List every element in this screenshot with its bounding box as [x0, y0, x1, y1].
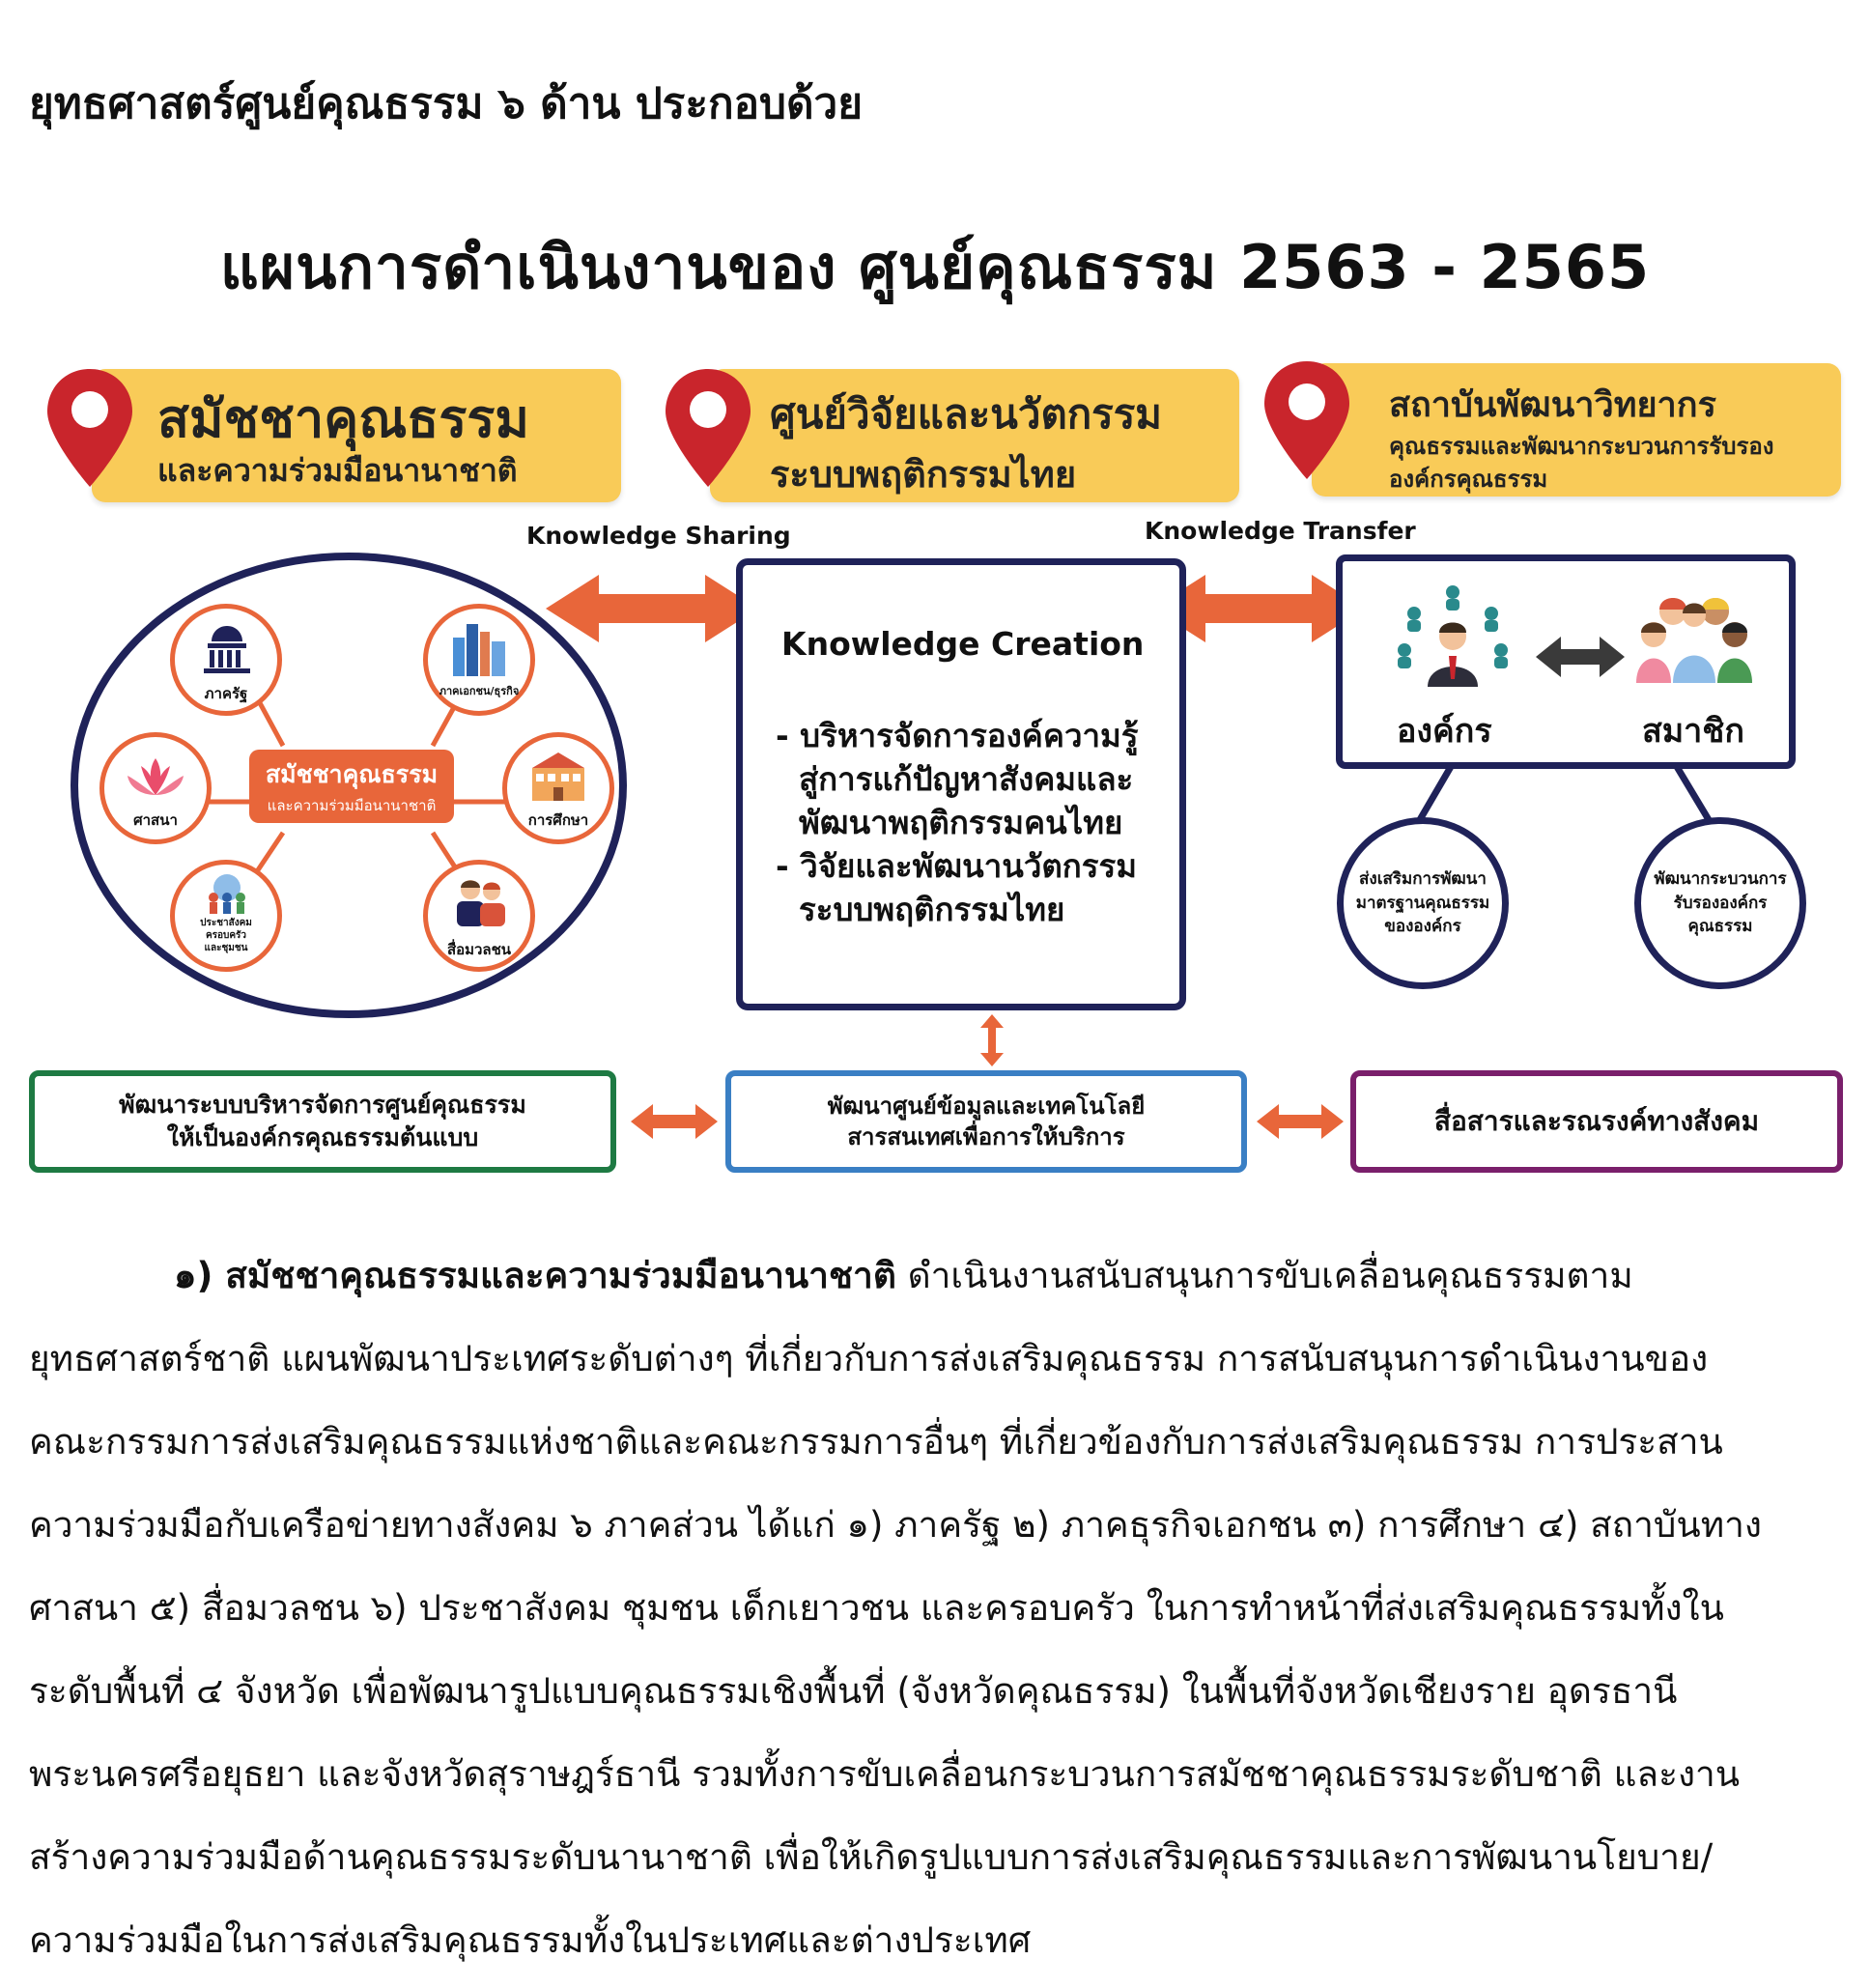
card-institute-subtitle: คุณธรรมและพัฒนากระบวนการรับรอง — [1389, 433, 1774, 460]
assembly-center-title: สมัชชาคุณธรรม — [265, 760, 439, 788]
community-icon — [200, 872, 254, 915]
card-assembly-title: สมัชชาคุณธรรม — [157, 388, 529, 449]
node-civil-society — [170, 860, 282, 972]
knowledge-creation-title: Knowledge Creation — [781, 625, 1145, 663]
organization-network-icon — [1395, 582, 1511, 689]
vertical-double-arrow-icon — [978, 1012, 1006, 1068]
double-arrow-icon — [1532, 633, 1629, 681]
section-heading: ยุทธศาสตร์ศูนย์คุณธรรม ๖ ด้าน ประกอบด้วย — [29, 79, 864, 128]
reporters-icon — [449, 876, 511, 928]
infographic-title: แผนการดำเนินงานของ ศูนย์คุณธรรม 2563 - 2565 — [219, 232, 1651, 302]
government-building-icon — [200, 624, 254, 674]
body-paragraph — [29, 1235, 1845, 1969]
node-media-label: สื่อมวลชน — [446, 941, 512, 958]
circle-certification-text: พัฒนากระบวนการ รับรององค์กร คุณธรรม — [1654, 869, 1787, 937]
school-icon — [524, 751, 592, 803]
knowledge-transfer-label: Knowledge Transfer — [1145, 517, 1416, 545]
circle-org-standard — [1337, 817, 1509, 989]
paragraph-first-line: ดำเนินงานสนับสนุนการขับเคลื่อนคุณธรรมตาม — [895, 1255, 1633, 1296]
knowledge-creation-line: พัฒนาพฤติกรรมคนไทย — [799, 804, 1123, 841]
paragraph-line: สร้างความร่วมมือด้านคุณธรรมระดับนานาชาติ เพื่อให้เกิดรูปแบบการส่งเสริมคุณธรรมและการพัฒนานโยบาย/ — [29, 1836, 1714, 1878]
knowledge-sharing-label: Knowledge Sharing — [526, 522, 791, 550]
card-assembly-subtitle: และความร่วมมือนานาชาติ — [157, 452, 518, 489]
card-institute-subtitle-2: องค์กรคุณธรรม — [1389, 466, 1548, 493]
paragraph-line-1 — [174, 1235, 1633, 1318]
circle-org-standard-text: ส่งเสริมการพัฒนา มาตรฐานคุณธรรม ขององค์กร — [1355, 869, 1490, 937]
card-research — [710, 369, 1239, 502]
double-arrow-icon — [1254, 1099, 1346, 1144]
card-assembly — [92, 369, 621, 502]
node-religion — [99, 732, 212, 844]
double-arrow-icon — [628, 1099, 721, 1144]
card-research-subtitle: ระบบพฤติกรรมไทย — [770, 453, 1077, 496]
box-it-center — [725, 1070, 1247, 1173]
knowledge-creation-line: - วิจัยและพัฒนานวัตกรรม — [776, 847, 1137, 885]
circle-certification — [1634, 817, 1806, 989]
node-business — [423, 604, 535, 716]
card-institute — [1312, 363, 1841, 497]
node-government — [170, 604, 282, 716]
organization-label: องค์กร — [1397, 712, 1492, 751]
node-education-label: การศึกษา — [527, 811, 589, 829]
assembly-center-subtitle: และความร่วมมือนานาชาติ — [267, 797, 437, 814]
paragraph-line: ความร่วมมือในการส่งเสริมคุณธรรมทั้งในประเทศและต่างประเทศ — [29, 1919, 1032, 1961]
paragraph-line: ยุทธศาสตร์ชาติ แผนพัฒนาประเทศระดับต่างๆ ที่เกี่ยวกับการส่งเสริมคุณธรรม การสนับสนุนการดำเนินงานของ — [29, 1338, 1709, 1379]
map-pin-icon — [1261, 359, 1353, 481]
map-pin-icon — [662, 367, 754, 489]
lotus-icon — [122, 754, 189, 801]
paragraph-line: คณะกรรมการส่งเสริมคุณธรรมแห่งชาติและคณะกรรมการอื่นๆ ที่เกี่ยวข้องกับการส่งเสริมคุณธรรม การประสาน — [29, 1421, 1723, 1463]
paragraph-line: ความร่วมมือกับเครือข่ายทางสังคม ๖ ภาคส่วน ได้แก่ ๑) ภาครัฐ ๒) ภาคธุรกิจเอกชน ๓) การศึกษา ๔) สถาบันทาง — [29, 1504, 1762, 1546]
card-institute-title: สถาบันพัฒนาวิทยากร — [1389, 385, 1716, 425]
box-management-text: พัฒนาระบบบริหารจัดการศูนย์คุณธรรม ให้เป็นองค์กรคุณธรรมต้นแบบ — [119, 1091, 526, 1151]
node-media — [423, 860, 535, 972]
node-business-label: ภาคเอกชน/ธุรกิจ — [439, 685, 520, 697]
knowledge-creation-box — [736, 558, 1186, 1010]
city-buildings-icon — [449, 618, 511, 678]
box-management — [29, 1070, 616, 1173]
members-group-icon — [1634, 590, 1754, 683]
knowledge-creation-line: - บริหารจัดการองค์ความรู้ — [776, 717, 1139, 754]
knowledge-creation-line: ระบบพฤติกรรมไทย — [799, 891, 1065, 928]
member-label: สมาชิก — [1642, 712, 1744, 751]
assembly-center-pill — [249, 750, 454, 823]
map-pin-icon — [43, 367, 136, 489]
paragraph-line: พระนครศรีอยุธยา และจังหวัดสุราษฎร์ธานี รวมทั้งการขับเคลื่อนกระบวนการสมัชชาคุณธรรมระดับชาติ และงาน — [29, 1753, 1741, 1795]
box-communication-text: สื่อสารและรณรงค์ทางสังคม — [1433, 1105, 1760, 1138]
paragraph-line: ศาสนา ๕) สื่อมวลชน ๖) ประชาสังคม ชุมชน เด็กเยาวชน และครอบครัว ในการทำหน้าที่ส่งเสริมคุณธรรมทั้งใน — [29, 1587, 1724, 1629]
node-civil-society-label: ประชาสังคม ครอบครัว และชุมชน — [200, 918, 252, 953]
card-research-title: ศูนย์วิจัยและนวัตกรรม — [770, 390, 1162, 438]
paragraph-line: ระดับพื้นที่ ๔ จังหวัด เพื่อพัฒนารูปแบบคุณธรรมเชิงพื้นที่ (จังหวัดคุณธรรม) ในพื้นที่จังหวัดเชียงราย อุดรธานี — [29, 1670, 1678, 1712]
box-communication — [1350, 1070, 1843, 1173]
paragraph-lead: ๑) สมัชชาคุณธรรมและความร่วมมือนานาชาติ — [174, 1255, 896, 1296]
node-education — [502, 732, 614, 844]
node-government-label: ภาครัฐ — [204, 685, 248, 702]
node-religion-label: ศาสนา — [133, 811, 178, 829]
knowledge-creation-line: สู่การแก้ปัญหาสังคมและ — [799, 760, 1134, 798]
box-it-center-text: พัฒนาศูนย์ข้อมูลและเทคโนโลยี สารสนเทศเพื่อการให้บริการ — [827, 1092, 1146, 1150]
org-member-box — [1336, 554, 1796, 769]
